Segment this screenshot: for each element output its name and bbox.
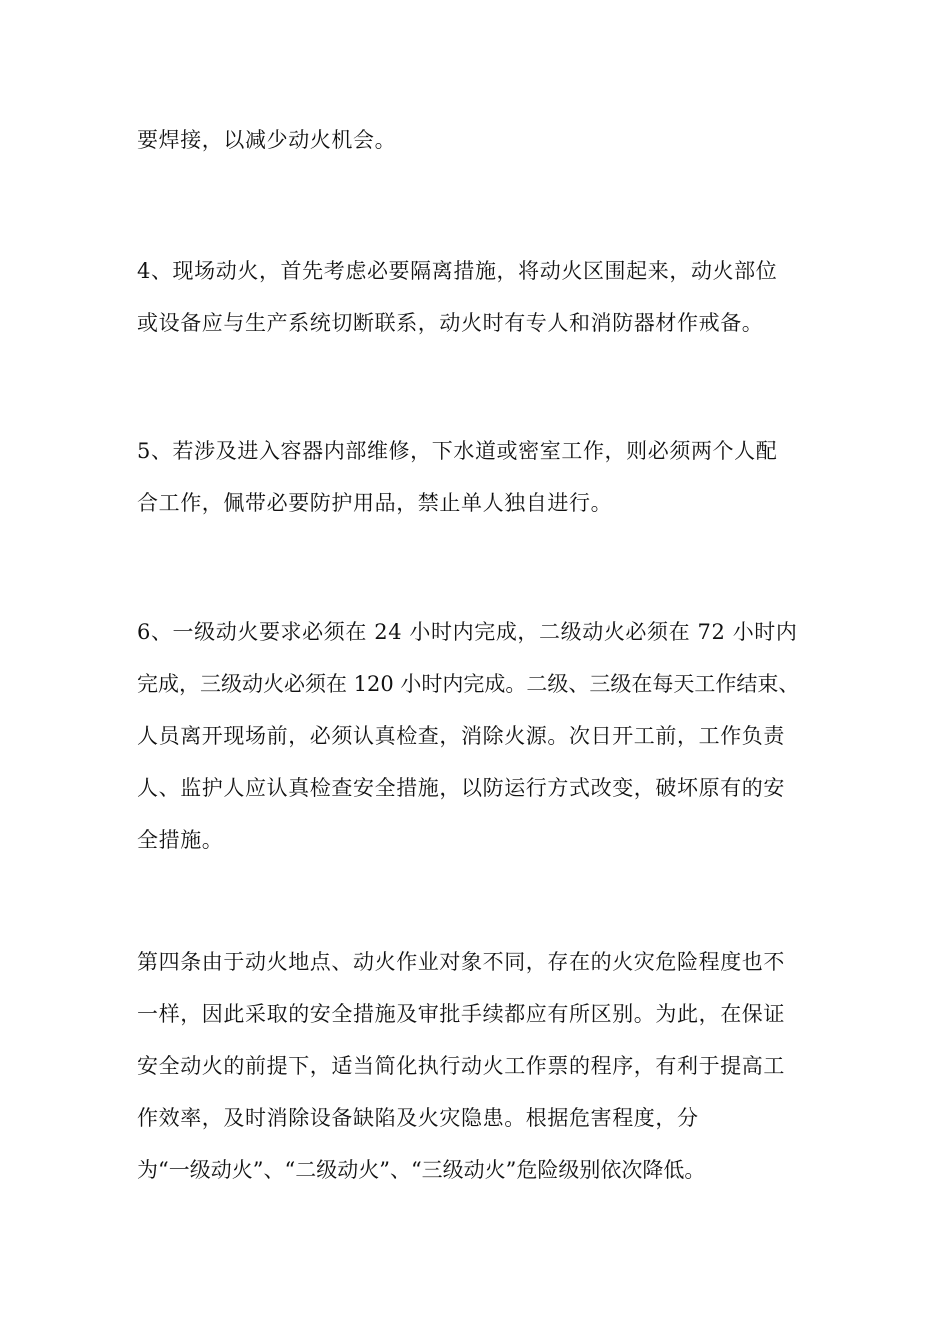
paragraph-continuation: [137, 114, 837, 166]
text-line: 4、现场动火，首先考虑必要隔离措施，将动火区围起来，动火部位: [137, 259, 778, 283]
text-line: 作效率，及时消除设备缺陷及火灾隐患。根据危害程度，分: [137, 1106, 699, 1130]
text-line: 安全动火的前提下，适当简化执行动火工作票的程序，有利于提高工: [137, 1054, 785, 1078]
text-line: 第四条由于动火地点、动火作业对象不同，存在的火灾危险程度也不: [137, 950, 785, 974]
text-line: 一样，因此采取的安全措施及审批手续都应有所区别。为此，在保证: [137, 1002, 785, 1026]
text-line: 人员离开现场前，必须认真检查，消除火源。次日开工前，工作负责: [137, 724, 785, 748]
text-line: 全措施。: [137, 828, 224, 852]
text-line: 完成，三级动火必须在 120 小时内完成。二级、三级在每天工作结束、: [137, 672, 800, 696]
paragraph-item-6: [137, 606, 837, 866]
text-line: 为“一级动火”、“二级动火”、“三级动火”危险级别依次降低。: [137, 1158, 706, 1182]
text-line: 6、一级动火要求必须在 24 小时内完成，二级动火必须在 72 小时内: [137, 620, 798, 644]
paragraph-item-4: [137, 245, 837, 349]
text-line: 人、监护人应认真检查安全措施，以防运行方式改变，破坏原有的安: [137, 776, 785, 800]
paragraph-article-4: [137, 936, 837, 1196]
text-line: 5、若涉及进入容器内部维修，下水道或密室工作，则必须两个人配: [137, 439, 778, 463]
text-line: 要焊接，以减少动火机会。: [137, 128, 397, 152]
text-line: 合工作，佩带必要防护用品，禁止单人独自进行。: [137, 491, 613, 515]
text-line: 或设备应与生产系统切断联系，动火时有专人和消防器材作戒备。: [137, 311, 764, 335]
paragraph-item-5: [137, 425, 837, 529]
